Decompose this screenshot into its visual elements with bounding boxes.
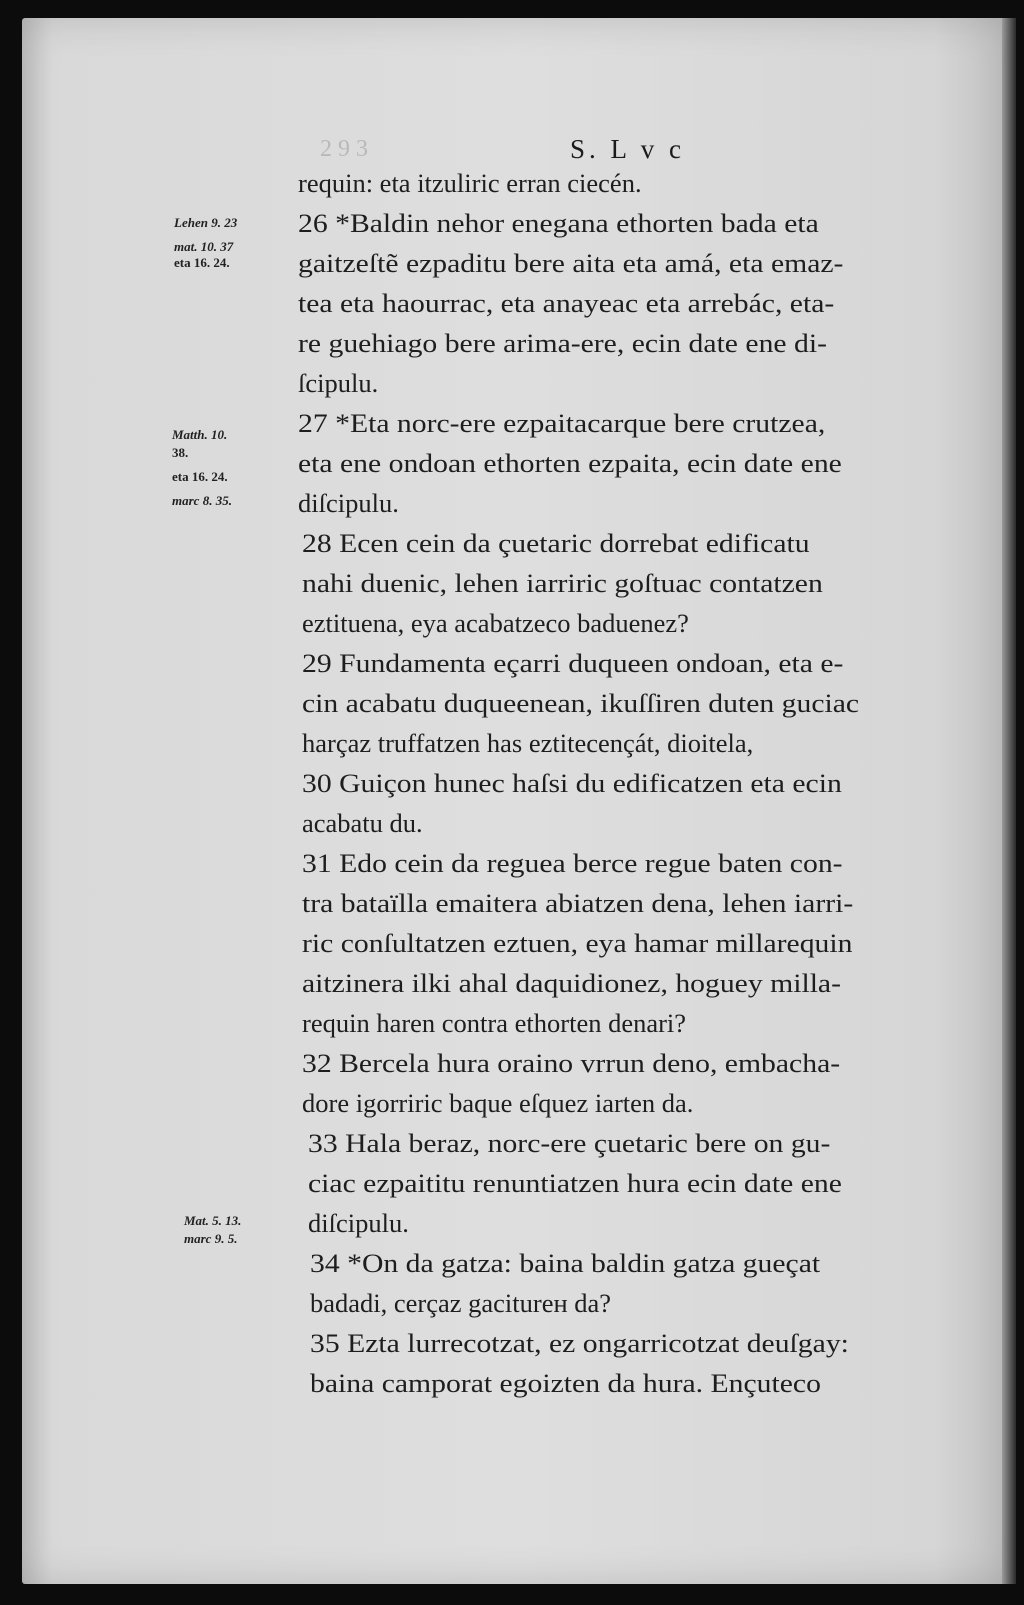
margin-note: mat. 10. 37: [174, 239, 234, 254]
text-line: badadi, cerçaz gaciturен da?: [310, 1288, 612, 1318]
text-line: harçaz truffatzen has eztitecençát, dioitela,: [302, 728, 754, 758]
text-line: requin: eta itzuliric erran ciecén.: [298, 168, 642, 198]
page-edge-shadow: [1002, 18, 1016, 1584]
margin-note: marc 9. 5.: [184, 1231, 238, 1246]
text-line: tra bataïlla emaitera abiatzen dena, lehen iarri-: [302, 888, 854, 918]
text-line: 32 Bercela hura oraino vrrun deno, embacha-: [302, 1048, 841, 1078]
text-line: dore igorriric baque eſquez iarten da.: [302, 1088, 694, 1118]
text-line: 27 *Eta norc-ere ezpaitacarque bere crutzea,: [298, 408, 826, 438]
text-line: 33 Hala beraz, norc-ere çuetaric bere on gu-: [308, 1128, 831, 1158]
text-line: ciac ezpaititu renuntiatzen hura ecin date ene: [308, 1168, 842, 1198]
text-line: 29 Fundamenta eçarri duqueen ondoan, eta e-: [302, 648, 844, 678]
text-line: tea eta haourrac, eta anayeac eta arrebác, eta-: [298, 288, 835, 318]
text-line: eta ene ondoan ethorten ezpaita, ecin date ene: [298, 448, 842, 478]
text-line: aitzinera ilki ahal daquidionez, hoguey milla-: [302, 968, 841, 998]
running-title: S. L v c: [570, 134, 685, 164]
text-line: nahi duenic, lehen iarriric goſtuac contatzen: [302, 568, 823, 598]
text-line: baina camporat egoizten da hura. Ençuteco: [310, 1368, 821, 1398]
text-line: gaitzeſtẽ ezpaditu bere aita eta amá, eta emaz-: [298, 248, 844, 278]
text-line: 26 *Baldin nehor enegana ethorten bada eta: [298, 208, 819, 238]
text-line: cin acabatu duqueenean, ikuſſiren duten guciac: [302, 688, 860, 718]
text-line: 30 Guiçon hunec haſsi du edificatzen eta ecin: [302, 768, 842, 798]
margin-note: Mat. 5. 13.: [184, 1213, 242, 1228]
margin-note: Matth. 10.: [172, 427, 228, 442]
text-line: 34 *On da gatza: baina baldin gatza gueçat: [310, 1248, 821, 1278]
margin-note: 38.: [172, 445, 189, 460]
text-line: ſcipulu.: [298, 368, 379, 398]
text-line: eztituena, eya acabatzeco baduenez?: [302, 608, 689, 638]
text-line: 28 Ecen cein da çuetaric dorrebat edificatu: [302, 528, 810, 558]
margin-note: Lehen 9. 23: [174, 215, 238, 230]
text-line: 31 Edo cein da reguea berce regue baten con-: [302, 848, 843, 878]
text-line: 35 Ezta lurrecotzat, ez ongarricotzat deuſgay:: [310, 1328, 849, 1358]
margin-note: eta 16. 24.: [172, 469, 228, 484]
text-line: acabatu du.: [302, 808, 423, 838]
margin-note: eta 16. 24.: [174, 255, 230, 270]
text-line: ric conſultatzen eztuen, eya hamar millarequin: [302, 928, 853, 958]
book-page: [22, 18, 1014, 1584]
text-line: diſcipulu.: [308, 1208, 409, 1238]
page-number: 293: [320, 136, 374, 162]
text-line: diſcipulu.: [298, 488, 399, 518]
text-line: re guehiago bere arima-ere, ecin date ene di-: [298, 328, 827, 358]
text-line: requin haren contra ethorten denari?: [302, 1008, 687, 1038]
margin-note: marc 8. 35.: [172, 493, 232, 508]
